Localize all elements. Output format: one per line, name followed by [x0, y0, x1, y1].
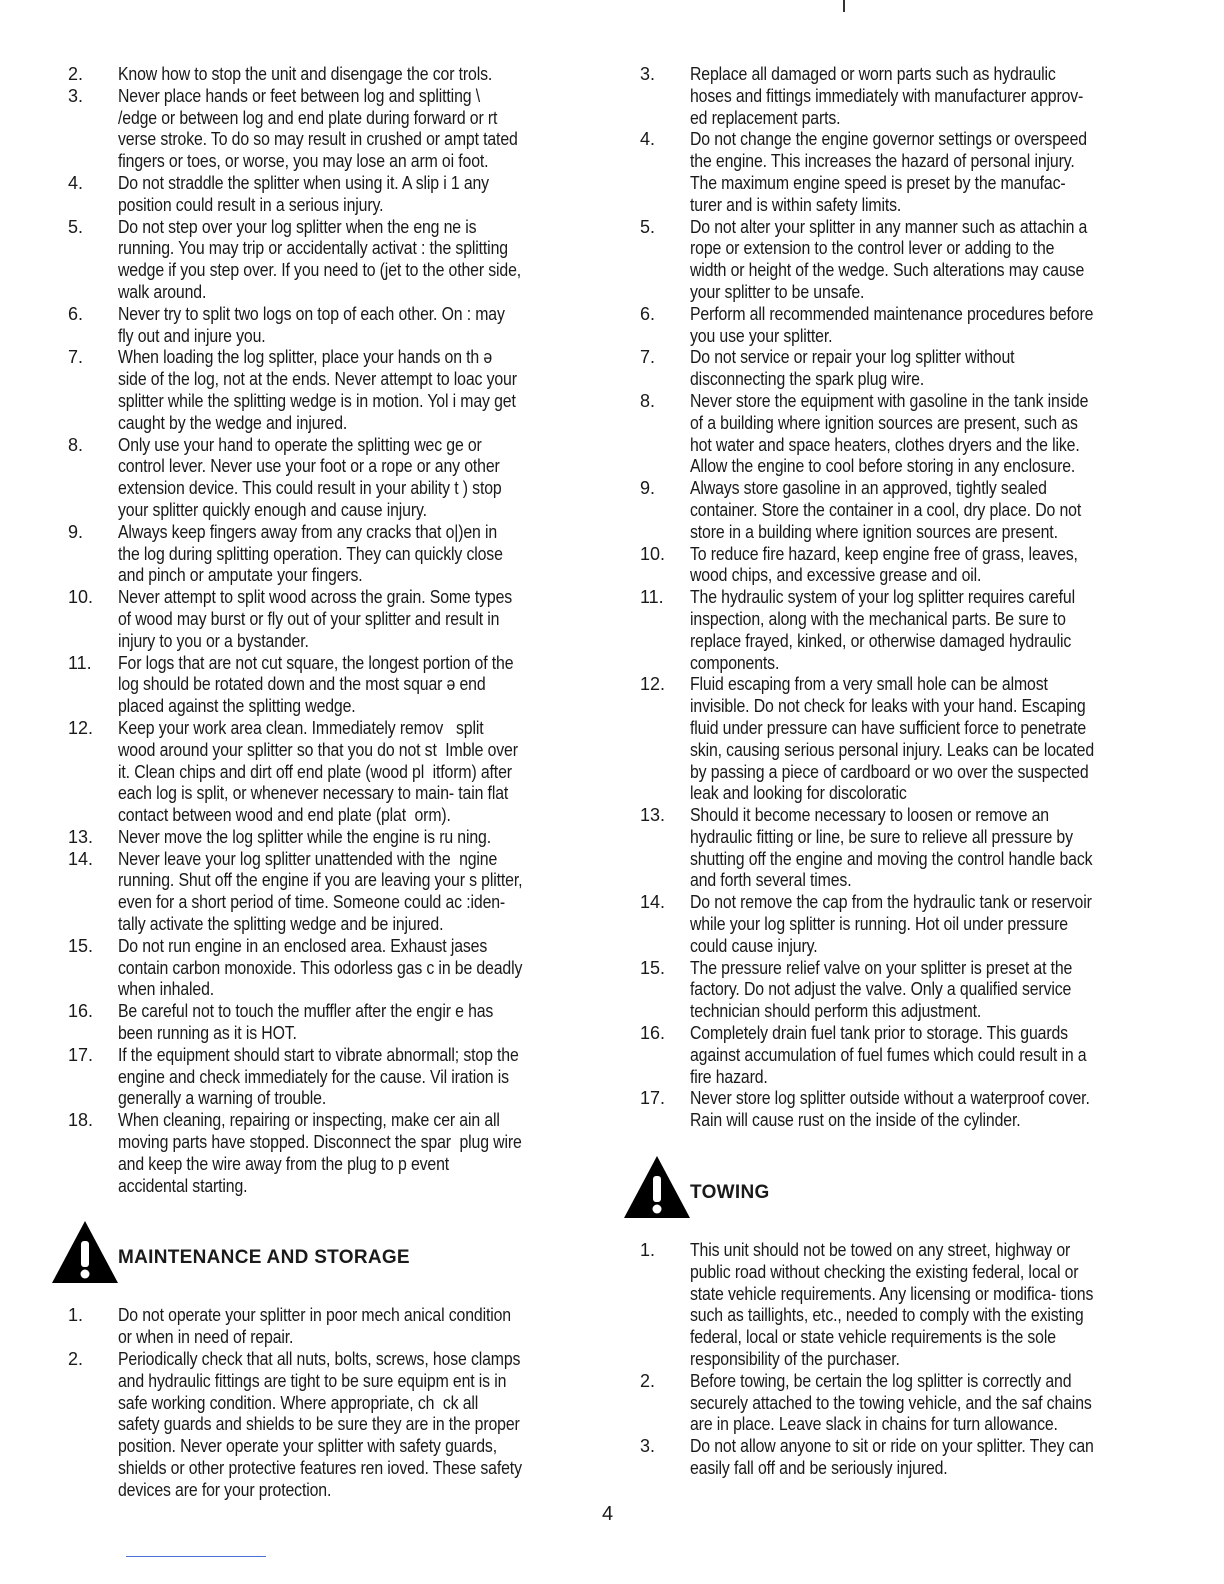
item-text: Do not alter your splitter in any manner such as attachin a rope or extension to the control lever or adding to the width or height of the wedge. Such alterations may cause your splitter to be unsafe.: [690, 216, 1088, 302]
item-text: Do not service or repair your log splitter without disconnecting the spark plug wire.: [690, 347, 1015, 390]
item-number: 7.: [68, 347, 84, 368]
item-text: Never store log splitter outside without a waterproof cover. Rain will cause rust on the inside of the cylinder.: [690, 1088, 1090, 1131]
warning-icon: [50, 1219, 120, 1285]
item-text: Always keep fingers away from any cracks that o|)en in the log during splitting operation. They can quickly close and pinch or amputate your fingers.: [118, 521, 503, 586]
item-number: 2.: [68, 64, 84, 84]
item-number: 1.: [640, 1240, 656, 1261]
item-text: Be careful not to touch the muffler after the engir e has been running as it is HOT.: [118, 1001, 494, 1044]
maintenance-heading: [50, 1219, 578, 1285]
item-text: Completely drain fuel tank prior to storage. This guards against accumulation of fuel fumes which could result in a fire hazard.: [690, 1023, 1087, 1087]
item-number: 4.: [640, 129, 656, 150]
warning-icon: [622, 1154, 692, 1220]
list-item: [68, 1001, 578, 1045]
list-item: [68, 522, 578, 587]
item-number: 15.: [640, 957, 666, 978]
list-item: [640, 1371, 1150, 1436]
item-number: 16.: [640, 1023, 666, 1044]
list-item: [68, 217, 578, 304]
list-item: [68, 1110, 578, 1197]
item-text: When cleaning, repairing or inspecting, make cer ain all moving parts have stopped. Disconnect the spar plug wire and keep the wire away from the plug to p event accidental starting.: [118, 1110, 522, 1196]
list-item: [68, 827, 578, 849]
item-number: 14.: [640, 892, 666, 913]
list-item: [640, 544, 1150, 588]
list-item: [640, 892, 1150, 957]
towing-list: [640, 1240, 1150, 1480]
footer-rule: [126, 1556, 266, 1557]
item-text: Replace all damaged or worn parts such as hydraulic hoses and fittings immediately with manufacturer approv- ed replacement parts.: [690, 64, 1084, 128]
item-number: 1.: [68, 1305, 84, 1326]
item-text: For logs that are not cut square, the longest portion of the log should be rotated down and the most squar ə end placed against the splitting wedge.: [118, 652, 514, 717]
item-number: 2.: [68, 1349, 84, 1370]
list-item: [640, 1088, 1150, 1132]
item-number: 17.: [640, 1088, 666, 1109]
item-number: 3.: [640, 64, 656, 84]
item-text: Do not straddle the splitter when using it. A slip i 1 any position could result in a serious injury.: [118, 172, 489, 215]
item-number: 10.: [68, 587, 94, 608]
item-number: 9.: [68, 521, 84, 542]
list-item: [640, 1240, 1150, 1371]
item-text: Never move the log splitter while the engine is ru ning.: [118, 826, 491, 847]
list-item: [640, 129, 1150, 216]
list-item: [640, 478, 1150, 543]
item-text: Do not run engine in an enclosed area. Exhaust jases contain carbon monoxide. This odorless gas c in be deadly when inhaled.: [118, 935, 523, 1000]
list-item: [68, 347, 578, 434]
item-text: Before towing, be certain the log splitter is correctly and securely attached to the towing vehicle, and the saf chains are in place. Leave slack in chains for turn allowance.: [690, 1370, 1092, 1435]
item-text: This unit should not be towed on any street, highway or public road without checking the existing federal, local or state vehicle requirements. Any licensing or modifica- tions such as taillights, etc., needed to comply with the existing federal, local or state vehicle requirements is the sole responsibility of the purchaser.: [690, 1240, 1094, 1370]
item-text: When loading the log splitter, place your hands on th ə side of the log, not at the ends. Never attempt to loac your splitter while the splitting wedge is in motion. Yol i may get caught by the wedge and injured.: [118, 347, 517, 433]
list-item: [640, 805, 1150, 892]
item-number: 15.: [68, 935, 94, 956]
item-number: 4.: [68, 172, 84, 193]
list-item: [640, 674, 1150, 805]
item-number: 10.: [640, 543, 666, 564]
item-number: 11.: [68, 652, 92, 673]
left-column: [68, 64, 578, 1502]
list-item: [640, 391, 1150, 478]
item-text: Do not step over your log splitter when the eng ne is running. You may trip or accidentally activat : the splitting wedge if you step over. If you need to (jet to the other side, walk around.: [118, 216, 522, 302]
item-text: The pressure relief valve on your splitter is preset at the factory. Do not adjust the valve. Only a qualified service technician should perform this adjustment.: [690, 957, 1073, 1022]
item-text: Do not change the engine governor settings or overspeed the engine. This increases the hazard of personal injury. The maximum engine speed is preset by the manufac- turer and is within safety limits.: [690, 129, 1087, 215]
item-text: Never store the equipment with gasoline in the tank inside of a building where ignition sources are present, such as hot water and space heaters, clothes dryers and the like. Allow the engine to cool before storing in any enclosure.: [690, 390, 1089, 477]
item-text: Always store gasoline in an approved, tightly sealed container. Store the container in a cool, dry place. Do not store in a building where ignition sources are present.: [690, 478, 1082, 542]
list-item: [68, 304, 578, 348]
item-number: 8.: [68, 434, 84, 455]
maintenance-list: [68, 1305, 578, 1501]
item-number: 9.: [640, 478, 656, 499]
top-margin-mark: [843, 0, 845, 12]
list-item: [68, 1045, 578, 1110]
list-item: [640, 304, 1150, 348]
list-item: [68, 1349, 578, 1502]
item-text: Fluid escaping from a very small hole can be almost invisible. Do not check for leaks with your hand. Escaping fluid under pressure can have sufficient force to penetrate skin, causing serious personal injury. Leaks can be located by passing a piece of cardboard or wo over the suspected leak and looking for discoloratic: [690, 674, 1095, 804]
item-text: Only use your hand to operate the splitting wec ge or control lever. Never use your foot or a rope or any other extension device. This could result in your ability t ) stop your splitter quickly enough and cause injury.: [118, 434, 502, 520]
list-item: [68, 435, 578, 522]
left-safety-list: [68, 64, 578, 1197]
list-item: [68, 173, 578, 217]
item-number: 13.: [640, 805, 666, 826]
list-item: [68, 849, 578, 936]
item-number: 11.: [640, 587, 664, 608]
list-item: [640, 347, 1150, 391]
item-text: If the equipment should start to vibrate abnormall; stop the engine and check immediately for the cause. Vil iration is generally a warning of trouble.: [118, 1044, 519, 1109]
item-text: Never place hands or feet between log and splitting \ /edge or between log and end plate during forward or rt verse stroke. To do so may result in crushed or ampt tated fingers or toes, or worse, you may lose an arm oi foot.: [118, 85, 518, 172]
list-item: [68, 587, 578, 652]
item-number: 7.: [640, 347, 656, 368]
list-item: [640, 958, 1150, 1023]
list-item: [68, 653, 578, 718]
list-item: [640, 1023, 1150, 1088]
maintenance-heading-text: MAINTENANCE AND STORAGE: [118, 1247, 410, 1269]
item-number: 3.: [640, 1436, 656, 1457]
item-number: 13.: [68, 826, 94, 847]
list-item: [640, 217, 1150, 304]
item-text: Keep your work area clean. Immediately remov split wood around your splitter so that you do not st Imble over it. Clean chips and dirt off end plate (wood pl itform) after each log is split, or whenever necessary to main- tain flat contact between wood and end plate (plat orm).: [118, 717, 518, 826]
item-text: Never attempt to split wood across the grain. Some types of wood may burst or fly out of your splitter and result in injury to you or a bystander.: [118, 587, 513, 651]
item-number: 5.: [68, 216, 84, 237]
item-text: Know how to stop the unit and disengage the cor trols.: [118, 64, 493, 84]
item-text: Do not operate your splitter in poor mech anical condition or when in need of repair.: [118, 1305, 511, 1348]
right-column: [640, 64, 1150, 1480]
item-text: Do not remove the cap from the hydraulic tank or reservoir while your log splitter is running. Hot oil under pressure could cause injury.: [690, 892, 1092, 956]
item-number: 6.: [640, 303, 656, 324]
list-item: [68, 1305, 578, 1349]
item-number: 3.: [68, 85, 84, 106]
item-text: Perform all recommended maintenance procedures before you use your splitter.: [690, 303, 1094, 346]
list-item: [640, 587, 1150, 674]
page-number: 4: [602, 1503, 614, 1525]
item-text: Do not allow anyone to sit or ride on your splitter. They can easily fall off and be seriously injured.: [690, 1436, 1094, 1479]
item-text: Should it become necessary to loosen or remove an hydraulic fitting or line, be sure to relieve all pressure by shutting off the engine and moving the control handle back and forth several times.: [690, 805, 1093, 891]
item-number: 17.: [68, 1044, 94, 1065]
item-number: 12.: [68, 717, 94, 738]
item-number: 14.: [68, 848, 94, 869]
list-item: [640, 1436, 1150, 1480]
item-number: 2.: [640, 1370, 656, 1391]
item-text: Never try to split two logs on top of each other. On : may fly out and injure you.: [118, 303, 505, 346]
towing-heading: [622, 1154, 1150, 1220]
item-number: 8.: [640, 390, 656, 411]
item-number: 12.: [640, 674, 666, 695]
towing-heading-text: TOWING: [690, 1182, 770, 1204]
item-number: 6.: [68, 303, 84, 324]
item-number: 18.: [68, 1110, 94, 1131]
item-text: Periodically check that all nuts, bolts, screws, hose clamps and hydraulic fittings are tight to be sure equipm ent is in safe working condition. Where appropriate, ch ck all safety guards and shields to be sure they are in the proper position. Never operate your splitter with safety guards, shields or other protective features ren ioved. These safety devices are for your protection.: [118, 1349, 522, 1500]
item-text: To reduce fire hazard, keep engine free of grass, leaves, wood chips, and excessive grease and oil.: [690, 543, 1078, 586]
list-item: [68, 86, 578, 173]
item-text: Never leave your log splitter unattended with the ngine running. Shut off the engine if you are leaving your s plitter, even for a short period of time. Someone could ac :iden- tally activate the splitting wedge and be injured.: [118, 848, 523, 935]
right-safety-list: [640, 64, 1150, 1132]
list-item: [640, 64, 1150, 129]
list-item: [68, 936, 578, 1001]
item-text: The hydraulic system of your log splitter requires careful inspection, along with the mechanical parts. Be sure to replace frayed, kinked, or otherwise damaged hydraulic components.: [690, 587, 1075, 673]
list-item: [68, 718, 578, 827]
list-item: [68, 64, 578, 86]
item-number: 16.: [68, 1001, 94, 1022]
item-number: 5.: [640, 216, 656, 237]
